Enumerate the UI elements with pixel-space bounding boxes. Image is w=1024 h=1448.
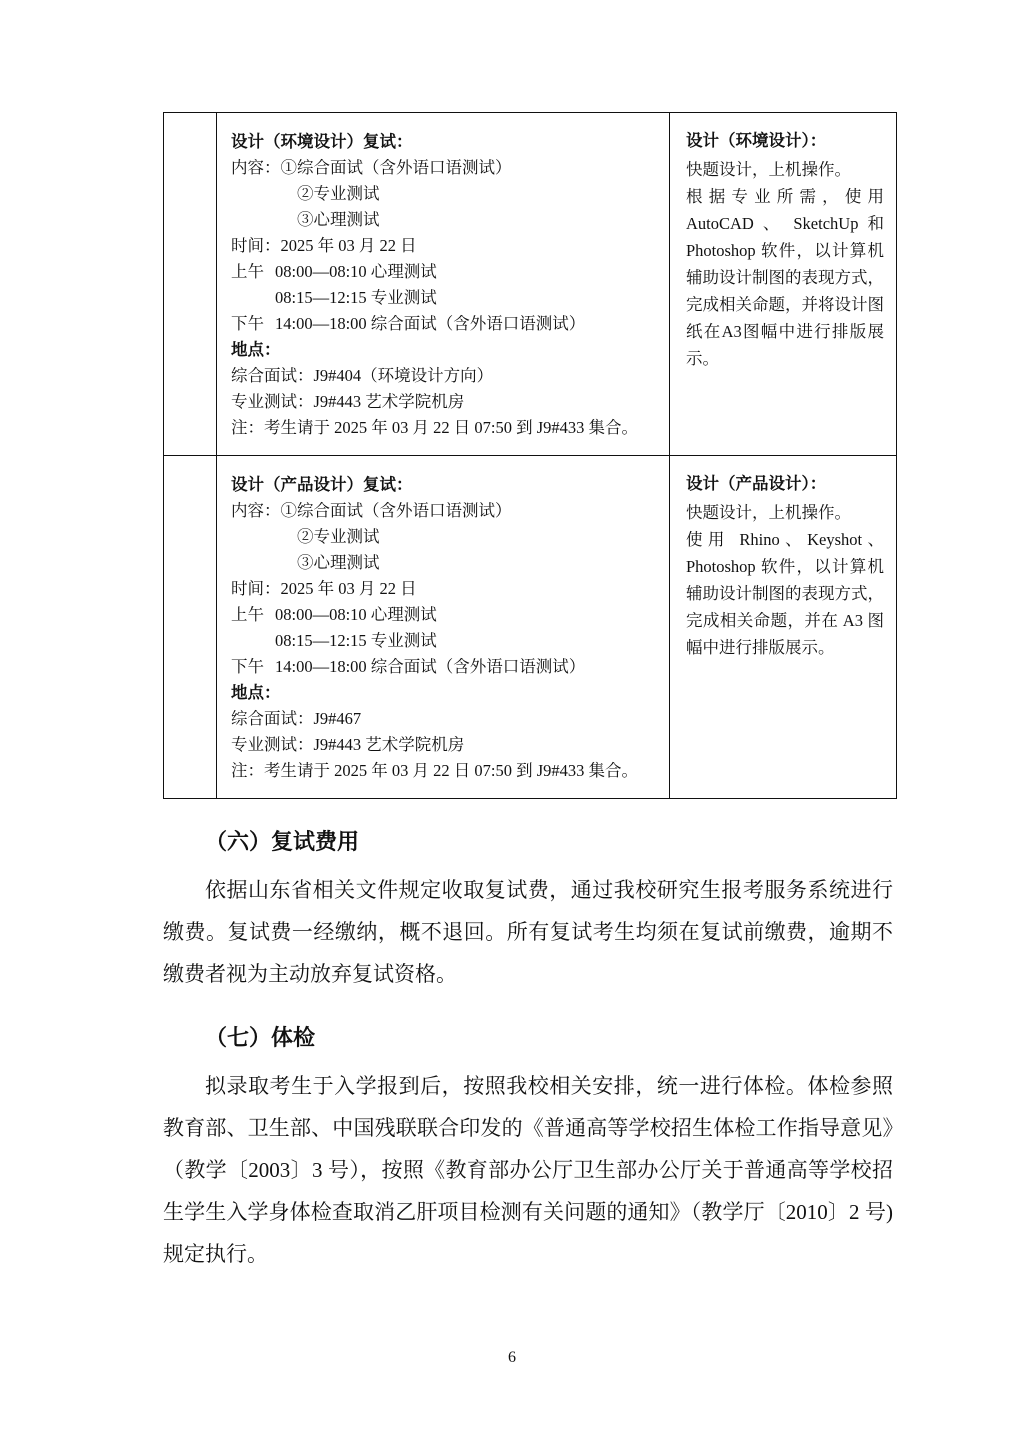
row-title: 设计（环境设计）复试： <box>231 132 413 151</box>
section-paragraph: 拟录取考生于入学报到后，按照我校相关安排，统一进行体检。体检参照教育部、卫生部、中国残联联合印发的《普通高等学校招生体检工作指导意见》（教学〔2003〕3 号），按照《教育部办公厅卫生部办公厅关于普通高等学校招生学生入学身体检查取消乙肝项目检测有关问题的通知》（教学厅〔2010〕2 号)规定执行。 <box>163 1074 893 1266</box>
page-number: 6 <box>508 1349 516 1366</box>
row-label-cell <box>164 113 217 456</box>
note-label: 注： <box>231 761 264 780</box>
place-item: 专业测试：J9#443 艺术学院机房 <box>231 735 465 754</box>
place-item: 综合面试：J9#467 <box>231 709 362 728</box>
content-label: 内容： <box>231 158 281 177</box>
place-item: 综合面试：J9#404（环境设计方向） <box>231 366 494 385</box>
schedule-period: 下午 <box>231 314 264 333</box>
row-label-cell <box>164 456 217 799</box>
side-title: 设计（产品设计）： <box>686 474 827 493</box>
content-item: ③心理测试 <box>297 210 380 229</box>
time-value: 2025 年 03 月 22 日 <box>280 236 417 255</box>
side-line: 使用 Rhino、Keyshot、Photoshop 软件，以计算机辅助设计制图的表现方式，完成相关命题，并在 A3 图幅中进行排版展示。 <box>686 530 884 657</box>
row-note-cell <box>670 456 897 799</box>
note-label: 注： <box>231 418 264 437</box>
schedule-value: 08:00—08:10 心理测试 <box>275 605 437 624</box>
schedule-value: 08:15—12:15 专业测试 <box>275 288 437 307</box>
place-item: 专业测试：J9#443 艺术学院机房 <box>231 392 465 411</box>
exam-schedule-table <box>163 112 897 799</box>
side-title: 设计（环境设计）： <box>686 131 827 150</box>
time-value: 2025 年 03 月 22 日 <box>280 579 417 598</box>
side-line: 快题设计，上机操作。 <box>686 503 851 522</box>
content-item: ①综合面试（含外语口语测试） <box>280 158 512 177</box>
schedule-period: 上午 <box>231 605 264 624</box>
schedule-value: 08:15—12:15 专业测试 <box>275 631 437 650</box>
time-label: 时间： <box>231 579 281 598</box>
schedule-value: 08:00—08:10 心理测试 <box>275 262 437 281</box>
schedule-period: 下午 <box>231 657 264 676</box>
time-label: 时间： <box>231 236 281 255</box>
page-content <box>163 112 893 1275</box>
note-text: 考生请于 2025 年 03 月 22 日 07:50 到 J9#433 集合。 <box>264 761 639 780</box>
note-text: 考生请于 2025 年 03 月 22 日 07:50 到 J9#433 集合。 <box>264 418 639 437</box>
row-title: 设计（产品设计）复试： <box>231 475 413 494</box>
content-item: ①综合面试（含外语口语测试） <box>280 501 512 520</box>
place-label: 地点： <box>231 683 281 702</box>
section-heading: （七）体检 <box>205 1025 316 1050</box>
table-row <box>164 113 897 456</box>
place-label: 地点： <box>231 340 281 359</box>
schedule-value: 14:00—18:00 综合面试（含外语口语测试） <box>275 314 586 333</box>
schedule-period: 上午 <box>231 262 264 281</box>
side-line: 快题设计，上机操作。 <box>686 160 851 179</box>
row-main-cell <box>217 113 670 456</box>
content-item: ②专业测试 <box>297 527 380 546</box>
section-paragraph: 依据山东省相关文件规定收取复试费，通过我校研究生报考服务系统进行缴费。复试费一经缴纳，概不退回。所有复试考生均须在复试前缴费，逾期不缴费者视为主动放弃复试资格。 <box>163 878 893 986</box>
content-item: ②专业测试 <box>297 184 380 203</box>
content-label: 内容： <box>231 501 281 520</box>
section-heading: （六）复试费用 <box>205 829 360 854</box>
row-main-cell <box>217 456 670 799</box>
side-line: 根据专业所需，使用 AutoCAD 、 SketchUp 和 Photoshop 软件，以计算机辅助设计制图的表现方式，完成相关命题，并将设计图纸在A3图幅中进行排版展示。 <box>686 187 884 368</box>
row-note-cell <box>670 113 897 456</box>
table-row <box>164 456 897 799</box>
content-item: ③心理测试 <box>297 553 380 572</box>
schedule-value: 14:00—18:00 综合面试（含外语口语测试） <box>275 657 586 676</box>
